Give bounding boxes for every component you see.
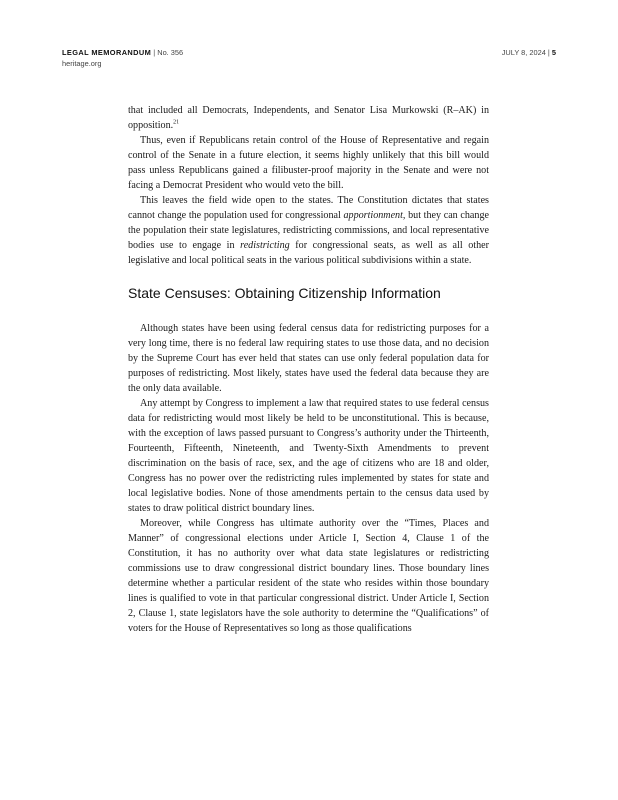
memo-number: No. 356 (157, 48, 184, 57)
publication-date: JULY 8, 2024 (501, 48, 546, 57)
paragraph: Although states have been using federal census data for redistricting purposes for a very long time, there is no federal law requiring states to use those data, and no decision by the Supreme Court has ever held that states can use only federal population data for purposes of redistricting. Most likely, states have used the federal data because they are the only data available. (128, 322, 489, 394)
publication-name: LEGAL MEMORANDUM (62, 48, 152, 57)
page-number: 5 (551, 48, 556, 57)
paragraph: Any attempt by Congress to implement a law that required states to use federal census data for redistricting would most likely be held to be unconstitutional. This is because, with the exception of laws passed pursuant to Congress’s authority under the Thirteenth, Fourteenth, Fifteenth, Nineteenth, and Twenty-Sixth Amendments to prevent discrimination on the basis of race, sex, and the age of citizens who are 18 and older, Congress has no power over the redistricting rules implemented by states for state and local legislative bodies. None of those amendments pertain to the census data used by states to draw political district boundary lines. (128, 397, 489, 515)
document-body (128, 103, 489, 637)
paragraph (128, 103, 489, 133)
header-separator: | (151, 48, 158, 57)
emphasis: redistricting (240, 240, 290, 252)
section-heading: State Censuses: Obtaining Citizenship Information (128, 284, 441, 301)
emphasis: apportionment, (343, 210, 406, 222)
paragraph-text: for congressional seats, as well as all other legislative and local political seats in the various political subdivisions within a state. (128, 240, 489, 267)
paragraph-text: that included all Democrats, Independents, and Senator Lisa Murkowski (R–AK) in opposition. (128, 105, 489, 132)
date-page-line (502, 47, 556, 58)
paragraph: Thus, even if Republicans retain control of the House of Representative and regain control of the Senate in a future election, it seems highly unlikely that this bill would pass unless Republicans gained a filibuster-proof majority in the Senate and were not facing a Democrat President who would veto the bill. (128, 135, 489, 192)
footnote-ref[interactable]: 21 (173, 119, 180, 126)
paragraph-text: but they can change the population their state legislatures, redistricting commissions, and local representative bodies use to engage in (128, 210, 489, 252)
publication-line (62, 47, 183, 58)
date-separator: | (545, 48, 552, 57)
paragraph: Moreover, while Congress has ultimate authority over the “Times, Places and Manner” of congressional elections under Article I, Section 4, Clause 1 of the Constitution, it has no authority over what data state legislatures or redistricting commissions use to draw congressional district boundary lines. Those boundary lines determine whether a particular resident of the state who resides within those boundary lines is qualified to vote in that particular congressional district. Under Article I, Section 2, Clause 1, state legislators have the sole authority to determine the “Qualifications” of voters for the House of Representatives so long as those qualifications (128, 518, 489, 635)
site-url: heritage.org (62, 59, 102, 68)
paragraph-text: This leaves the field wide open to the states. The Constitution dictates that states cannot change the population used for congressional (128, 195, 489, 222)
paragraph (128, 193, 489, 268)
